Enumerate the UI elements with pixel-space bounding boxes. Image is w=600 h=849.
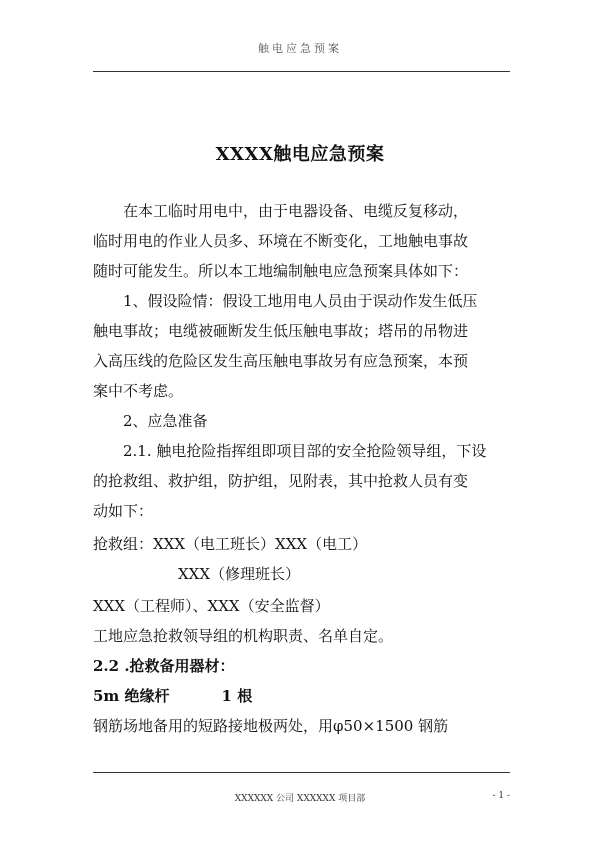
paragraph-line: 在本工临时用电中，由于电器设备、电缆反复移动， — [123, 202, 469, 220]
paragraph-line: 动如下： — [93, 502, 154, 520]
paragraph-line: 钢筋场地备用的短路接地极两处，用φ50×1500 钢筋 — [93, 717, 449, 735]
paragraph-line: 触电事故；电缆被砸断发生低压触电事故；塔吊的吊物进 — [93, 322, 469, 340]
section-heading: 2.2 .抢救备用器材： — [93, 657, 235, 675]
paragraph-line: 入高压线的危险区发生高压触电事故另有应急预案，本预 — [93, 352, 469, 370]
rescue-group-line: XXX（修理班长） — [178, 565, 301, 583]
rescue-group-line: XXX（工程师）、XXX（安全监督） — [93, 597, 330, 615]
rescue-group-line: 抢救组：XXX（电工班长）XXX（电工） — [93, 535, 368, 553]
paragraph-line: 工地应急抢救领导组的机构职责、名单自定。 — [93, 627, 394, 645]
paragraph-line: 案中不考虑。 — [93, 382, 184, 400]
paragraph-line: 的抢救组、救护组，防护组，见附表，其中抢救人员有变 — [93, 472, 469, 490]
document-body — [93, 196, 513, 741]
header-rule — [93, 71, 510, 72]
section-heading: 2、应急准备 — [123, 412, 208, 430]
paragraph-line: 1、假设险情：假设工地用电人员由于误动作发生低压 — [123, 292, 478, 310]
paragraph-line: 临时用电的作业人员多、环境在不断变化，工地触电事故 — [93, 232, 469, 250]
equipment-line — [93, 681, 513, 711]
footer-company: XXXXXX 公司 XXXXXX 项目部 — [234, 794, 366, 804]
paragraph-line: 随时可能发生。所以本工地编制触电应急预案具体如下： — [93, 262, 469, 280]
page-number: - 1 - — [492, 791, 510, 801]
equipment-quantity: 1 根 — [221, 687, 253, 705]
equipment-item: 5m 绝缘杆 — [93, 687, 170, 705]
footer-rule — [93, 772, 510, 773]
document-title: XXXX触电应急预案 — [215, 144, 385, 165]
running-header: 触电应急预案 — [258, 42, 342, 55]
paragraph-line: 2.1. 触电抢险指挥组即项目部的安全抢险领导组，下设 — [123, 442, 487, 460]
